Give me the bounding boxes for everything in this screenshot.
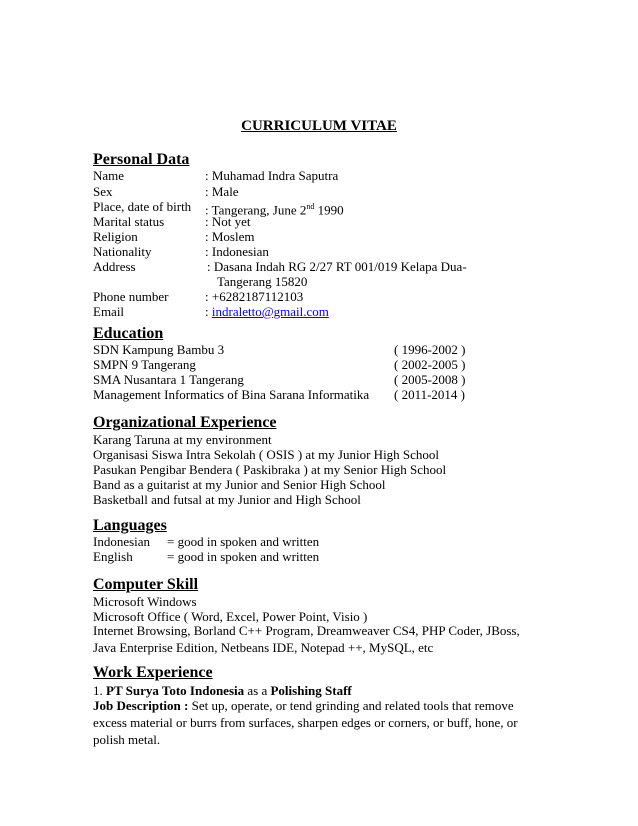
personal-row-address	[93, 259, 467, 274]
organizational-item: Organisasi Siswa Intra Sekolah ( OSIS ) at my Junior High School	[93, 447, 440, 462]
birth-label: Place, date of birth	[93, 199, 192, 214]
email-prefix: :	[205, 304, 212, 319]
work-desc-label: Job Description :	[93, 698, 189, 713]
phone-value: : +6282187112103	[205, 289, 304, 304]
document-title: CURRICULUM VITAE	[241, 118, 397, 134]
language-row	[93, 549, 319, 564]
personal-row-birth	[93, 199, 344, 218]
marital-label: Marital status	[93, 214, 165, 229]
birth-value-main: : Tangerang, June 2	[205, 202, 307, 218]
education-heading: Education	[93, 325, 164, 342]
education-row	[93, 342, 466, 357]
marital-value: : Not yet	[205, 214, 251, 229]
education-years: ( 1996-2002 )	[394, 342, 466, 357]
personal-data-heading: Personal Data	[93, 151, 190, 168]
personal-row-email	[93, 304, 329, 319]
education-years: ( 2011-2014 )	[394, 387, 466, 402]
personal-row-nationality	[93, 244, 269, 259]
work-description	[93, 697, 543, 748]
education-row	[93, 372, 466, 387]
language-row	[93, 534, 319, 549]
education-years: ( 2002-2005 )	[394, 357, 466, 372]
organizational-item: Basketball and futsal at my Junior and High School	[93, 492, 361, 507]
computer-skill-heading: Computer Skill	[93, 576, 199, 593]
language-level: = good in spoken and written	[167, 549, 320, 564]
email-link[interactable]: indraletto@gmail.com	[211, 304, 329, 319]
languages-heading: Languages	[93, 517, 167, 534]
nationality-label: Nationality	[93, 244, 152, 259]
education-school: SMPN 9 Tangerang	[93, 357, 196, 372]
name-value: : Muhamad Indra Saputra	[205, 168, 339, 183]
personal-row-marital	[93, 214, 251, 229]
personal-row-sex	[93, 184, 239, 199]
organizational-heading: Organizational Experience	[93, 414, 277, 431]
nationality-value: : Indonesian	[205, 244, 269, 259]
address-value-line2: Tangerang 15820	[217, 274, 308, 289]
language-name: Indonesian	[93, 534, 151, 549]
personal-row-name	[93, 168, 339, 183]
email-value	[205, 304, 329, 319]
computer-skill-paragraph: Internet Browsing, Borland C++ Program, Dreamweaver CS4, PHP Coder, JBoss, Java Enterprise Edition, Netbeans IDE, Notepad ++, MySQL, etc	[93, 623, 520, 655]
phone-label: Phone number	[93, 289, 169, 304]
sex-value: : Male	[205, 184, 239, 199]
education-school: SDN Kampung Bambu 3	[93, 342, 225, 357]
work-entry-title	[93, 683, 352, 698]
language-name: English	[93, 549, 133, 564]
birth-value-year: 1990	[314, 202, 344, 218]
email-label: Email	[93, 304, 125, 319]
education-row	[93, 387, 466, 402]
personal-row-phone	[93, 289, 304, 304]
education-school: Management Informatics of Bina Sarana Informatika	[93, 387, 370, 402]
computer-skill-item: Microsoft Office ( Word, Excel, Power Point, Visio )	[93, 609, 368, 624]
work-position: Polishing Staff	[270, 683, 352, 698]
education-years: ( 2005-2008 )	[394, 372, 466, 387]
sex-label: Sex	[93, 184, 113, 199]
personal-row-religion	[93, 229, 255, 244]
language-level: = good in spoken and written	[167, 534, 320, 549]
work-desc-text: Set up, operate, or tend grinding and related tools that remove excess material or burrs from surfaces, sharpen edges or corners, or buff, hone, or polish metal.	[93, 698, 518, 747]
address-label: Address	[93, 259, 136, 274]
organizational-item: Pasukan Pengibar Bendera ( Paskibraka ) at my Senior High School	[93, 462, 447, 477]
education-school: SMA Nusantara 1 Tangerang	[93, 372, 244, 387]
work-number: 1.	[93, 683, 106, 698]
religion-value: : Moslem	[205, 229, 255, 244]
religion-label: Religion	[93, 229, 138, 244]
address-value-line1: : Dasana Indah RG 2/27 RT 001/019 Kelapa Dua-	[207, 259, 467, 274]
computer-skill-item: Microsoft Windows	[93, 594, 197, 609]
name-label: Name	[93, 168, 125, 183]
work-as-text: as a	[244, 683, 271, 698]
birth-sup: nd	[306, 202, 315, 211]
work-experience-heading: Work Experience	[93, 664, 213, 681]
organizational-item: Band as a guitarist at my Junior and Senior High School	[93, 477, 386, 492]
education-row	[93, 357, 466, 372]
work-company: PT Surya Toto Indonesia	[106, 683, 245, 698]
organizational-item: Karang Taruna at my environment	[93, 432, 272, 447]
